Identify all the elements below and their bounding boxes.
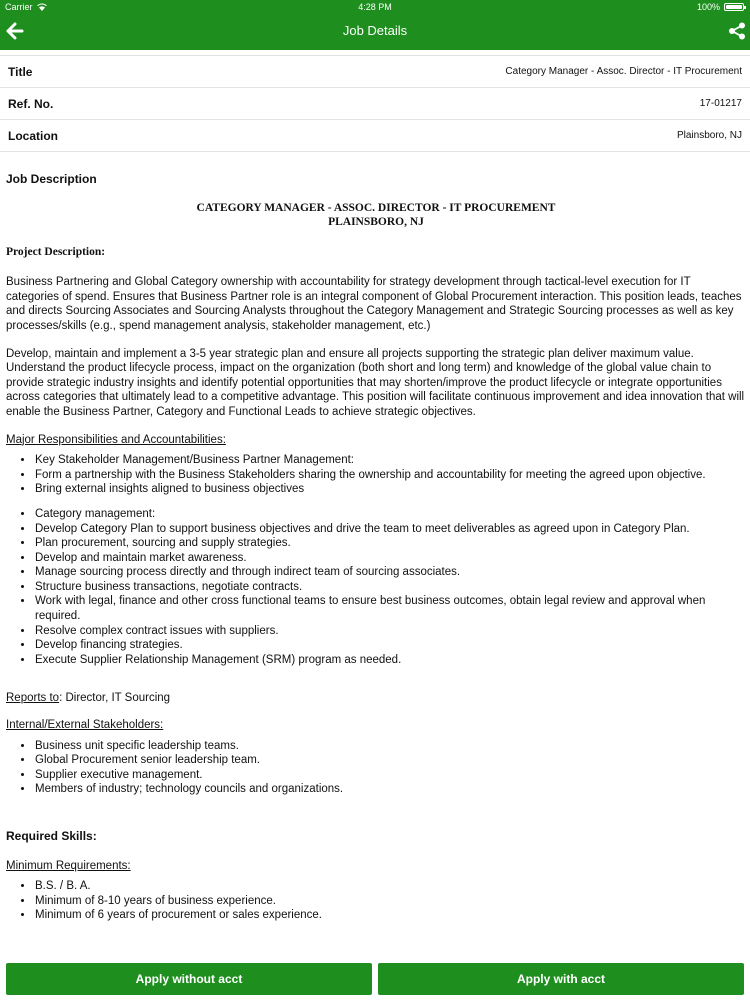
- list-item: • Category management:: [34, 507, 746, 522]
- list-item: • Resolve complex contract issues with suppliers.: [34, 624, 746, 639]
- info-row-location: [0, 120, 750, 152]
- reports-to: [6, 691, 746, 706]
- apply-action-bar: [0, 958, 750, 1000]
- job-title-banner-line1: CATEGORY MANAGER - ASSOC. DIRECTOR - IT PROCUREMENT: [196, 201, 556, 214]
- list-item: • Global Procurement senior leadership team.: [34, 753, 746, 768]
- responsibilities-list-1: [34, 453, 746, 497]
- location-value: Plainsboro, NJ: [676, 130, 742, 141]
- info-row-title: [0, 56, 750, 88]
- share-icon[interactable]: [728, 22, 746, 40]
- list-item: • Bring external insights aligned to business objectives: [34, 482, 746, 497]
- title-label: Title: [8, 64, 33, 79]
- battery-percent: 100%: [696, 2, 720, 12]
- list-item: • Develop financing strategies.: [34, 638, 746, 653]
- stakeholders-list: [34, 739, 746, 797]
- list-item: • Develop and maintain market awareness.: [34, 551, 746, 566]
- minimum-requirements-list: [34, 879, 746, 923]
- list-item: • Key Stakeholder Management/Business Partner Management:: [34, 453, 746, 468]
- responsibilities-list-2: [34, 507, 746, 668]
- list-item: • Minimum of 6 years of procurement or sales experience.: [34, 908, 746, 923]
- job-description-heading: Job Description: [6, 172, 97, 186]
- info-row-ref: [0, 88, 750, 120]
- reports-to-value: : Director, IT Sourcing: [59, 692, 171, 705]
- required-skills-heading: Required Skills:: [6, 829, 97, 843]
- list-item: • Execute Supplier Relationship Management (SRM) program as needed.: [34, 653, 746, 668]
- status-time: 4:28 PM: [358, 2, 392, 12]
- ref-label: Ref. No.: [8, 96, 54, 111]
- list-item: • Manage sourcing process directly and through indirect team of sourcing associates.: [34, 565, 746, 580]
- stakeholders-heading: Internal/External Stakeholders:: [6, 719, 164, 732]
- battery-icon: [724, 3, 744, 11]
- ref-value: 17-01217: [699, 98, 742, 109]
- job-info-table: [0, 55, 750, 152]
- list-item: • Minimum of 8-10 years of business experience.: [34, 894, 746, 909]
- list-item: • Plan procurement, sourcing and supply strategies.: [34, 536, 746, 551]
- list-item: • Structure business transactions, negotiate contracts.: [34, 580, 746, 595]
- description-paragraph-1: Business Partnering and Global Category ownership with accountability for strategy development through tactical-level execution for IT categories of spend. Ensures that Business Partner role is an integral component of Global Procurement interaction. This position leads, teaches and directs Sourcing Associates and Sourcing Analysts throughout the Category Management and Strategic Sourcing processes as well as key processes/skills (e.g., spend management analysis, stakeholder management, etc.): [6, 276, 742, 332]
- description-paragraph-2: Develop, maintain and implement a 3-5 year strategic plan and ensure all projects supporting the strategic plan deliver maximum value. Understand the product lifecycle process, impact on the organization (both short and long term) and knowledge of the global value chain to provide strategic industry insights and identify potential opportunities that may shorten/improve the product lifecycle or integrate opportunities across categories that ultimately lead to a competitive advantage. This position will facilitate continuous improvement and idea innovation that will enable the Business Partner, Category and Functional Leads to achieve strategic objectives.: [6, 347, 745, 418]
- nav-bar: [0, 14, 750, 50]
- job-title-banner: [6, 201, 746, 229]
- job-description: [6, 172, 746, 933]
- list-item: • B.S. / B. A.: [34, 879, 746, 894]
- battery-indicator: [697, 2, 744, 12]
- minimum-requirements-heading: Minimum Requirements:: [6, 859, 131, 872]
- carrier-label: Carrier: [5, 2, 33, 12]
- apply-without-account-button[interactable]: Apply without acct: [6, 963, 372, 995]
- list-item: • Supplier executive management.: [34, 768, 746, 783]
- list-item: • Form a partnership with the Business Stakeholders sharing the ownership and accountability for meeting the agreed upon objective.: [34, 468, 746, 483]
- reports-to-label: Reports to: [6, 692, 60, 705]
- apply-with-account-button[interactable]: Apply with acct: [378, 963, 744, 995]
- title-value: Category Manager - Assoc. Director - IT Procurement: [505, 66, 742, 77]
- job-title-banner-line2: PLAINSBORO, NJ: [328, 215, 424, 228]
- project-description-heading: Project Description:: [6, 245, 106, 258]
- list-item: • Develop Category Plan to support business objectives and drive the team to meet deliverables as agreed upon in Category Plan.: [34, 522, 746, 537]
- page-title: Job Details: [342, 23, 408, 38]
- location-label: Location: [8, 128, 58, 143]
- list-item: • Business unit specific leadership teams.: [34, 739, 746, 754]
- responsibilities-heading: Major Responsibilities and Accountabilities:: [6, 433, 226, 446]
- list-item: • Members of industry; technology councils and organizations.: [34, 782, 746, 797]
- status-bar: [0, 0, 750, 14]
- list-item: • Work with legal, finance and other cross functional teams to ensure best business outcomes, obtain legal review and approval when required.: [34, 594, 746, 623]
